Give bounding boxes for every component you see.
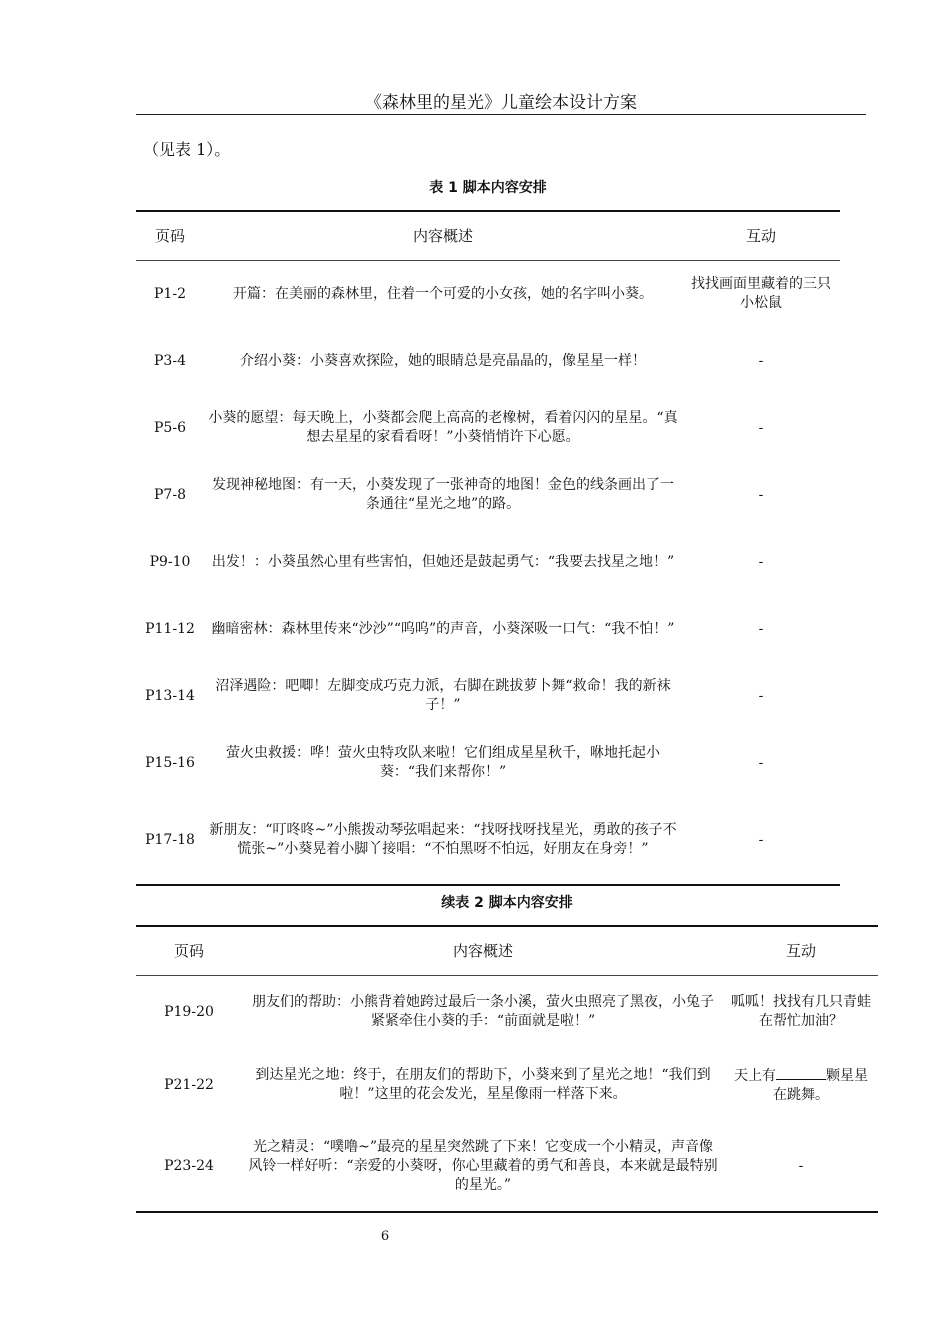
interaction-text-before: 天上有 bbox=[734, 1068, 776, 1084]
interaction: - bbox=[758, 754, 764, 771]
interaction: - bbox=[798, 1157, 804, 1174]
content-summary: 萤火虫救援：哗！萤火虫特攻队来啦！它们组成星星秋千，咻地托起小葵：“我们来帮你！” bbox=[226, 745, 660, 780]
col-header-content: 内容概述 bbox=[412, 226, 473, 245]
table-row bbox=[136, 976, 878, 1049]
fill-in-blank bbox=[776, 1065, 826, 1080]
page-range: P11-12 bbox=[145, 620, 195, 637]
table-row bbox=[136, 797, 840, 885]
interaction: 呱呱！找找有几只青蛙在帮忙加油？ bbox=[731, 994, 871, 1030]
page-range: P23-24 bbox=[164, 1157, 214, 1174]
document-header-title: 《森林里的星光》儿童绘本设计方案 bbox=[136, 92, 866, 115]
content-summary: 介绍小葵：小葵喜欢探险，她的眼睛总是亮晶晶的，像星星一样！ bbox=[240, 352, 646, 369]
page-range: P17-18 bbox=[145, 831, 195, 848]
content-summary: 新朋友：“叮咚咚~”小熊拨动琴弦唱起来：“找呀找呀找星光，勇敢的孩子不慌张~”小葵晃着小脚丫接唱：“不怕黑呀不怕远，好朋友在身旁！” bbox=[209, 822, 677, 857]
interaction: - bbox=[758, 553, 764, 570]
interaction-text-after: 颗星星在跳舞。 bbox=[773, 1068, 868, 1103]
content-summary: 到达星光之地：终于，在朋友们的帮助下，小葵来到了星光之地！“我们到啦！”这里的花会发光，星星像雨一样落下来。 bbox=[255, 1067, 711, 1102]
table-row bbox=[136, 1049, 878, 1122]
intro-text: （见表 1）。 bbox=[143, 140, 231, 159]
interaction bbox=[724, 1049, 878, 1122]
content-summary: 出发！：小葵虽然心里有些害怕，但她还是鼓起勇气：“我要去找星之地！” bbox=[211, 553, 675, 570]
table-row bbox=[136, 328, 840, 395]
table-row bbox=[136, 730, 840, 797]
col-header-page: 页码 bbox=[154, 226, 185, 245]
page-range: P9-10 bbox=[149, 553, 191, 570]
table-row bbox=[136, 1122, 878, 1212]
interaction: - bbox=[758, 687, 764, 704]
content-summary: 沼泽遇险：吧唧！左脚变成巧克力派，右脚在跳拔萝卜舞“救命！我的新袜子！” bbox=[215, 678, 671, 713]
table-row bbox=[136, 663, 840, 730]
content-summary: 幽暗密林：森林里传来“沙沙”“呜呜”的声音，小葵深吸一口气：“我不怕！” bbox=[211, 620, 675, 637]
content-summary: 小葵的愿望：每天晚上，小葵都会爬上高高的老橡树，看着闪闪的星星。“真想去星星的家看看呀！”小葵悄悄许下心愿。 bbox=[208, 410, 678, 445]
table1-caption: 表 1 脚本内容安排 bbox=[429, 180, 547, 196]
col-header-content: 内容概述 bbox=[452, 941, 513, 960]
table-row bbox=[136, 261, 840, 328]
table-row bbox=[136, 529, 840, 596]
table-row bbox=[136, 462, 840, 529]
page-range: P3-4 bbox=[154, 352, 186, 369]
content-summary: 开篇：在美丽的森林里，住着一个可爱的小女孩，她的名字叫小葵。 bbox=[233, 285, 653, 302]
content-summary: 朋友们的帮助：小熊背着她跨过最后一条小溪，萤火虫照亮了黑夜，小兔子紧紧牵住小葵的手：“前面就是啦！” bbox=[252, 994, 714, 1030]
table-row bbox=[136, 395, 840, 462]
page-range: P15-16 bbox=[145, 754, 195, 771]
col-header-page: 页码 bbox=[173, 941, 204, 960]
col-header-interaction: 互动 bbox=[785, 941, 816, 960]
page-range: P21-22 bbox=[164, 1076, 214, 1093]
interaction: 找找画面里藏着的三只小松鼠 bbox=[691, 276, 831, 312]
col-header-interaction: 互动 bbox=[745, 226, 776, 245]
content-summary: 光之精灵：“噗噜~”最亮的星星突然跳了下来！它变成一个小精灵，声音像风铃一样好听：“亲爱的小葵呀，你心里藏着的勇气和善良，本来就是最特别的星光。” bbox=[248, 1138, 718, 1193]
table2-caption: 续表 2 脚本内容安排 bbox=[441, 895, 573, 911]
interaction: - bbox=[758, 831, 764, 848]
page-number: 6 bbox=[380, 1229, 390, 1244]
table1-header-row bbox=[136, 211, 840, 261]
page-range: P1-2 bbox=[154, 285, 186, 302]
content-summary: 发现神秘地图：有一天，小葵发现了一张神奇的地图！金色的线条画出了一条通往“星光之地”的路。 bbox=[212, 477, 674, 512]
page-range: P13-14 bbox=[145, 687, 195, 704]
interaction: - bbox=[758, 352, 764, 369]
table2-header-row bbox=[136, 926, 878, 976]
page-range: P7-8 bbox=[154, 486, 186, 503]
page-range: P5-6 bbox=[154, 419, 186, 436]
table-row bbox=[136, 596, 840, 663]
page-range: P19-20 bbox=[164, 1003, 214, 1020]
interaction: - bbox=[758, 620, 764, 637]
interaction: - bbox=[758, 419, 764, 436]
script-table-1 bbox=[136, 210, 840, 886]
interaction: - bbox=[758, 486, 764, 503]
script-table-2 bbox=[136, 925, 878, 1213]
